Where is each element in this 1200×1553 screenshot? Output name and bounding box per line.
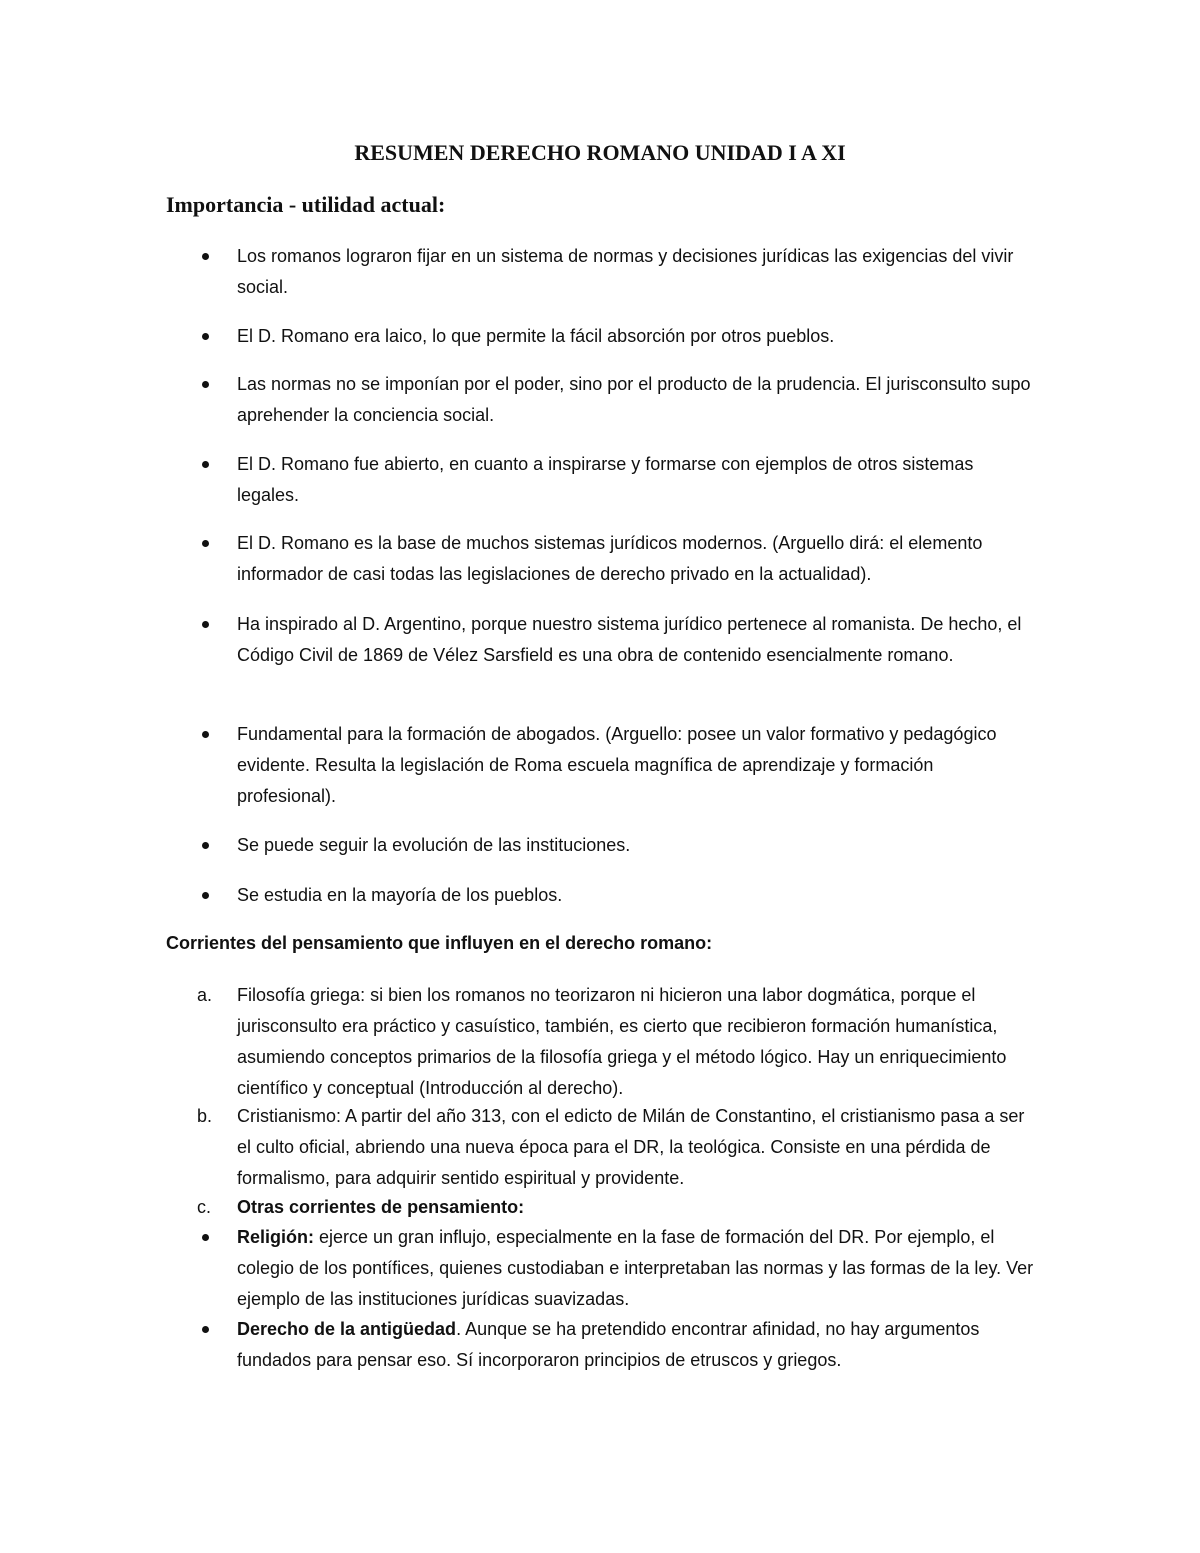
document-title: RESUMEN DERECHO ROMANO UNIDAD I A XI [354, 140, 846, 165]
list-item [197, 980, 1037, 1104]
list-item [237, 719, 1037, 812]
list-item-text: El D. Romano fue abierto, en cuanto a inspirarse y formarse con ejemplos de otros sistemas legales. [237, 454, 974, 505]
list-item-text: Fundamental para la formación de abogados. (Arguello: posee un valor formativo y pedagógico evidente. Resulta la legislación de Roma escuela magnífica de aprendizaje y formación profesional). [237, 724, 997, 806]
bullet-icon [202, 333, 209, 340]
list-marker: b. [197, 1106, 213, 1126]
list-item-text: Los romanos lograron fijar en un sistema de normas y decisiones jurídicas las exigencias del vivir social. [237, 246, 1014, 297]
list-item-text: El D. Romano es la base de muchos sistemas jurídicos modernos. (Arguello dirá: el elemento informador de casi todas las legislaciones de derecho privado en la actualidad). [237, 533, 983, 584]
bullet-icon [202, 621, 209, 628]
list-item-text: El D. Romano era laico, lo que permite la fácil absorción por otros pueblos. [237, 326, 835, 346]
bullet-icon [202, 892, 209, 899]
bullet-icon [202, 540, 209, 547]
list-marker: a. [197, 985, 213, 1005]
list-item [237, 880, 1037, 911]
list-item-label: Derecho de la antigüedad [237, 1319, 457, 1339]
list-item-label: Religión: [237, 1227, 314, 1247]
list-item-text: Filosofía griega: si bien los romanos no teorizaron ni hicieron una labor dogmática, porque el jurisconsulto era práctico y casuístico, también, es cierto que recibieron formación humanística, asumiendo conceptos primarios de la filosofía griega y el método lógico. Hay un enriquecimiento científico y conceptual (Introducción al derecho). [237, 985, 1007, 1098]
list-item [237, 369, 1037, 431]
list-item-text: Las normas no se imponían por el poder, sino por el producto de la prudencia. El jurisconsulto supo aprehender la conciencia social. [237, 374, 1031, 425]
bullet-icon [202, 461, 209, 468]
list-item [237, 1222, 1037, 1315]
bullet-icon [202, 381, 209, 388]
bullet-icon [202, 1326, 209, 1333]
list-item [197, 1101, 1037, 1194]
list-item [237, 321, 1037, 352]
list-item-text: Se puede seguir la evolución de las instituciones. [237, 835, 631, 855]
bullet-icon [202, 731, 209, 738]
list-item [237, 1314, 1037, 1376]
section-heading-corrientes: Corrientes del pensamiento que influyen en el derecho romano: [166, 933, 713, 953]
list-item-text: Se estudia en la mayoría de los pueblos. [237, 885, 563, 905]
bullet-icon [202, 253, 209, 260]
bullet-icon [202, 1234, 209, 1241]
list-item [237, 241, 1037, 303]
list-item-text: Ha inspirado al D. Argentino, porque nuestro sistema jurídico pertenece al romanista. De hecho, el Código Civil de 1869 de Vélez Sarsfield es una obra de contenido esencialmente romano. [237, 614, 1022, 665]
list-item-text: ejerce un gran influjo, especialmente en la fase de formación del DR. Por ejemplo, el colegio de los pontífices, quienes custodiaban e interpretaban las normas y las formas de la ley. Ver ejemplo de las instituciones jurídicas suavizadas. [237, 1227, 1034, 1309]
list-item-text: Otras corrientes de pensamiento: [237, 1197, 525, 1217]
list-item [197, 1192, 1037, 1223]
list-item [237, 528, 1037, 590]
list-item-text: Cristianismo: A partir del año 313, con el edicto de Milán de Constantino, el cristianismo pasa a ser el culto oficial, abriendo una nueva época para el DR, la teológica. Consiste en una pérdida de formalismo, para adquirir sentido espiritual y providente. [237, 1106, 1025, 1188]
list-marker: c. [197, 1197, 212, 1217]
section-heading-importancia: Importancia - utilidad actual: [166, 192, 446, 217]
bullet-icon [202, 842, 209, 849]
list-item [237, 830, 1037, 861]
list-item-text: . Aunque se ha pretendido encontrar afinidad, no hay argumentos fundados para pensar eso. Sí incorporaron principios de etruscos y griegos. [237, 1319, 980, 1370]
list-item [237, 449, 1037, 511]
list-item [237, 609, 1037, 671]
